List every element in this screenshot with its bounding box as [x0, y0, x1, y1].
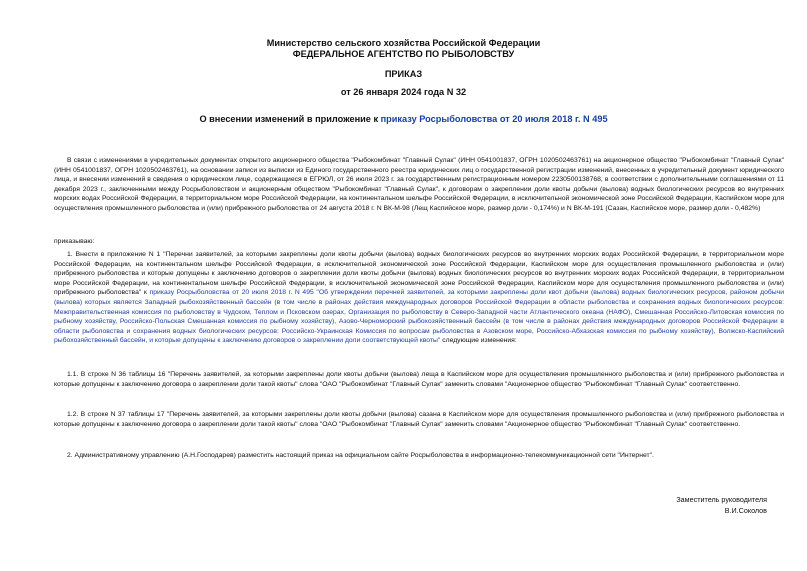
- item-1-start: 1. Внести в приложение N 1 "Перечни заявителей, за которыми закреплены доли квоты добычи (вылова) водных биологических ресурсов во внутренних морских водах Российской Федерации, в территориальном море Российской Федерации, на континентальном шельфе Российской Федерации, в исключительной экономической зоне Российской Федерации, Каспийском море для осуществления промышленного рыболовства и (или) прибрежного рыболовства и которые допущены к заключению договоров о закреплении доли квоты добычи (вылова) водных биологических ресурсов во внутренних морских водах Российской Федерации, в территориальном море Российской Федерации, на континентальном шельфе Российской Федерации, в исключительной экономической зоне Российской Федерации, Каспийском море для осуществления промышленного рыболовства и (или) прибрежного рыболовства" к: [54, 251, 784, 297]
- signatory-position: Заместитель руководителя: [676, 495, 767, 504]
- item-1-paragraph: [54, 250, 784, 346]
- agency-heading: ФЕДЕРАЛЬНОЕ АГЕНТСТВО ПО РЫБОЛОВСТВУ: [292, 49, 515, 59]
- ministry-heading: Министерство сельского хозяйства Российской Федерации: [266, 38, 541, 48]
- doc-type-heading: ПРИКАЗ: [384, 69, 423, 79]
- doc-subject: [0, 114, 807, 124]
- item-1-end: следующие изменения:: [440, 337, 517, 345]
- doc-date-number: от 26 января 2024 года N 32: [340, 87, 467, 97]
- subject-prefix: О внесении изменений в приложение к: [199, 114, 381, 124]
- item-2-paragraph: 2. Административному управлению (А.Н.Господарев) разместить настоящий приказ на официальном сайте Росрыболовства в информационно-телекоммуникационной сети "Интернет".: [67, 452, 654, 459]
- item-1-2-paragraph: 1.2. В строке N 37 таблицы 17 "Перечень заявителей, за которыми закреплены доли квоты добычи (вылова) сазана в Каспийском море для осуществления промышленного рыболовства и (или) прибрежного рыболовства и которые допущены к заключению договора о закреплении доли такой квоты" слова "ОАО "Рыбокомбинат "Главный Сулак" заменить словами "Акционерное общество "Рыбокомбинат "Главный Сулак" соответственно.: [54, 411, 784, 428]
- signatory-name: В.И.Соколов: [724, 506, 767, 515]
- item-1-1-paragraph: 1.1. В строке N 36 таблицы 16 "Перечень заявителей, за которыми закреплены доли квоты добычи (вылова) леща в Каспийском море для осуществления промышленного рыболовства и (или) прибрежного рыболовства и которые допущены к заключению договора о закреплении доли такой квоты" слова "ОАО "Рыбокомбинат "Главный Сулак" заменить словами "Акционерное общество "Рыбокомбинат "Главный Сулак" соответственно.: [54, 371, 784, 388]
- order-word: приказываю:: [54, 238, 95, 245]
- subject-order-link[interactable]: приказу Росрыболовства от 20 июля 2018 г. N 495: [380, 114, 608, 124]
- order-495-link[interactable]: приказу Росрыболовства от 20 июля 2018 г. N 495 "Об утверждении перечней заявителей, за которыми закреплены доли квот добычи (вылова) водных биологических ресурсов, районом добычи (вылова) которых является Западный рыбохозяйственный бассейн (в том числе в районах действия международных договоров Российской Федерации в области рыболовства и сохранения водных биологических ресурсов: Межправительственная комиссия по рыболовству в Чудском, Теплом и Псковском озерах, Организация по рыболовству в Северо-Западной части Атлантического океана (НАФО), Смешанная Российско-Литовская комиссия по рыбному хозяйству, Российско-Польская Смешанная комиссия по рыбному хозяйству), Азово-Черноморский рыбохозяйственный бассейн (в том числе в районах действия международных договоров Российской Федерации в области рыболовства и сохранения водных биологических ресурсов: Российско-Украинская Комиссия по вопросам рыболовства в Азовском море, Российско-Абхазская комиссия по рыбному хозяйству), Волжско-Каспийский рыбохозяйственный бассейн, и которые допущены к заключению договоров о закреплении доли соответствующей квоты": [54, 289, 785, 345]
- preamble-paragraph: В связи с изменениями в учредительных документах открытого акционерного общества "Рыбокомбинат "Главный Сулак" (ИНН 0541001837, ОГРН 1020502463761) на акционерное общество "Рыбокомбинат "Главный Сулак" (ИНН 0541001837, ОГРН 1020502463761), на основании записи из выписки из Единого государственного реестра юридических лиц о государственной регистрации изменений, внесенных в учредительный документ юридического лица, и внесении изменений в сведения о юридическом лице, содержащиеся в ЕГРЮЛ, от 26 июля 2023 г. за государственным регистрационным номером 2230500138768, в соответствии с дополнительными соглашениями от 11 декабря 2023 г., заключенными между Росрыболовством и акционерным обществом "Рыбокомбинат "Главный Сулак", к договорам о закреплении доли квоты добычи (вылова) водных биологических ресурсов во внутренних морских водах Российской Федерации, в территориальном море Российской Федерации, на континентальном шельфе Российской Федерации, в исключительной экономической зоне Российской Федерации, Каспийском море для осуществления промышленного рыболовства и (или) прибрежного рыболовства от 24 августа 2018 г. N ВК-М-98 (Лещ Каспийское море, размер доли - 0,174%) и N ВК-М-191 (Сазан, Каспийское море, размер доли - 0,482%): [54, 157, 784, 212]
